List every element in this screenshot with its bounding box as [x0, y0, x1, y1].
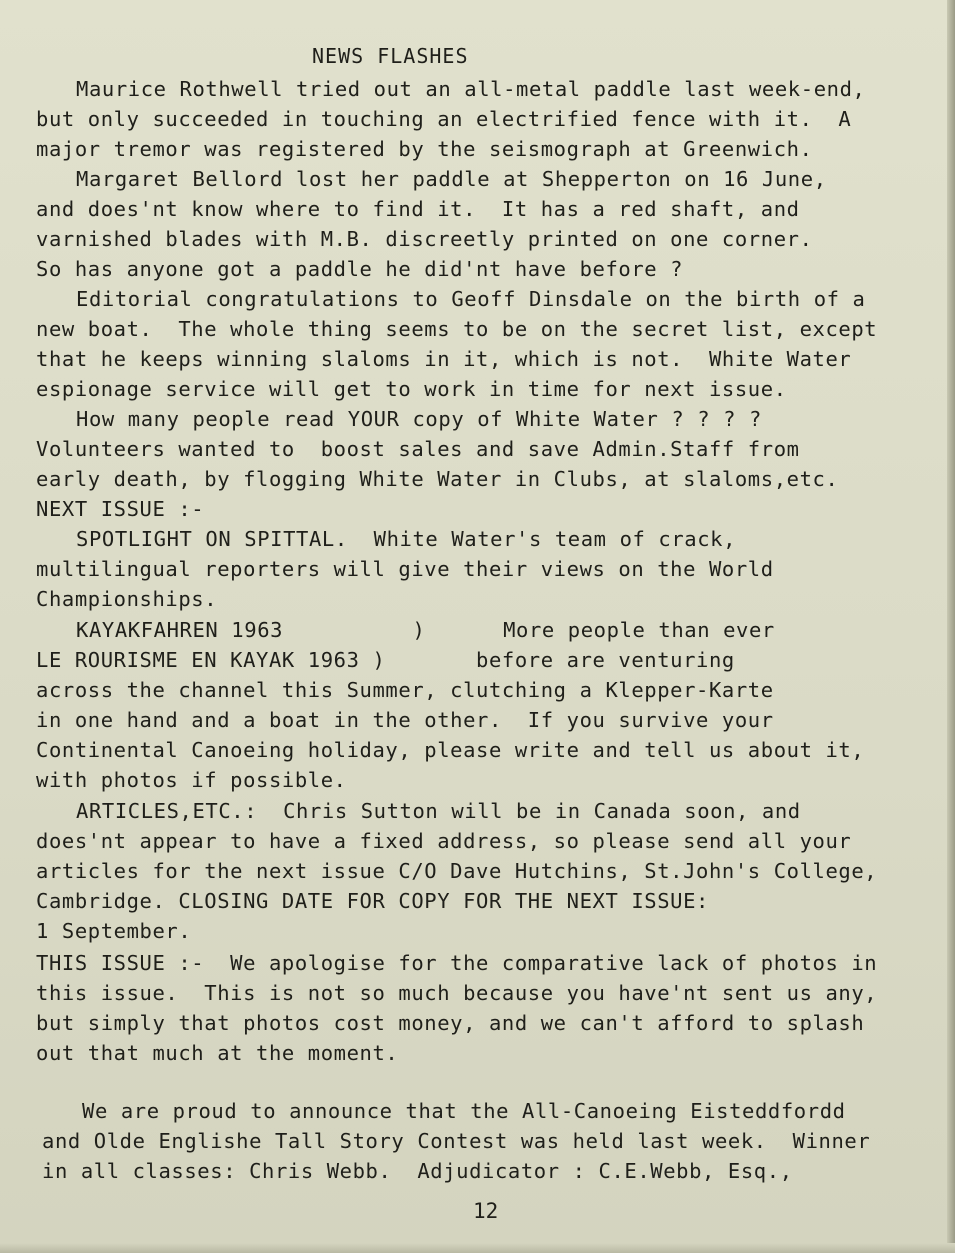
text-line: How many people read YOUR copy of White Water ? ? ? ?	[76, 407, 762, 431]
text-line: varnished blades with M.B. discreetly printed on one corner.	[36, 227, 813, 251]
text-line: new boat. The whole thing seems to be on the secret list, except	[36, 317, 878, 341]
text-line: 1 September.	[36, 919, 192, 943]
text-line: LE ROURISME EN KAYAK 1963 ) before are venturing	[36, 648, 735, 672]
text-line: articles for the next issue C/O Dave Hutchins, St.John's College,	[36, 859, 878, 883]
text-line: but simply that photos cost money, and we can't afford to splash	[36, 1011, 865, 1035]
text-line: does'nt appear to have a fixed address, so please send all your	[36, 829, 852, 853]
text-line: major tremor was registered by the seismograph at Greenwich.	[36, 137, 813, 161]
text-line: with photos if possible.	[36, 768, 347, 792]
text-line: across the channel this Summer, clutching a Klepper-Karte	[36, 678, 774, 702]
text-line: early death, by flogging White Water in Clubs, at slaloms,etc.	[36, 467, 839, 491]
text-line: Volunteers wanted to boost sales and save Admin.Staff from	[36, 437, 800, 461]
text-line: THIS ISSUE :- We apologise for the comparative lack of photos in	[36, 951, 878, 975]
text-line: ARTICLES,ETC.: Chris Sutton will be in Canada soon, and	[76, 799, 801, 823]
text-line: this issue. This is not so much because you have'nt sent us any,	[36, 981, 878, 1005]
text-line: and Olde Englishe Tall Story Contest was held last week. Winner	[42, 1129, 871, 1153]
text-line: in all classes: Chris Webb. Adjudicator : C.E.Webb, Esq.,	[42, 1159, 793, 1183]
text-line: Cambridge. CLOSING DATE FOR COPY FOR THE NEXT ISSUE:	[36, 889, 709, 913]
text-line: Continental Canoeing holiday, please write and tell us about it,	[36, 738, 865, 762]
text-line: in one hand and a boat in the other. If you survive your	[36, 708, 774, 732]
page-number: 12	[473, 1199, 499, 1223]
text-line: multilingual reporters will give their views on the World	[36, 557, 774, 581]
page-title: NEWS FLASHES	[312, 44, 469, 68]
text-line: KAYAKFAHREN 1963 ) More people than ever	[76, 618, 775, 642]
section-label: NEXT ISSUE :-	[36, 497, 205, 521]
text-line: SPOTLIGHT ON SPITTAL. White Water's team of crack,	[76, 527, 737, 551]
text-line: So has anyone got a paddle he did'nt have before ?	[36, 257, 684, 281]
text-line: Editorial congratulations to Geoff Dinsdale on the birth of a	[76, 287, 866, 311]
text-line: but only succeeded in touching an electrified fence with it. A	[36, 107, 852, 131]
text-line: We are proud to announce that the All-Canoeing Eisteddfordd	[82, 1099, 846, 1123]
text-line: Championships.	[36, 587, 218, 611]
text-line: Maurice Rothwell tried out an all-metal paddle last week-end,	[76, 77, 866, 101]
text-line: and does'nt know where to find it. It has a red shaft, and	[36, 197, 800, 221]
text-line: Margaret Bellord lost her paddle at Shepperton on 16 June,	[76, 167, 827, 191]
text-line: espionage service will get to work in time for next issue.	[36, 377, 787, 401]
page-bottom-edge	[0, 1243, 955, 1253]
text-line: out that much at the moment.	[36, 1041, 399, 1065]
page-edge-shadow	[947, 0, 955, 1253]
text-line: that he keeps winning slaloms in it, which is not. White Water	[36, 347, 852, 371]
